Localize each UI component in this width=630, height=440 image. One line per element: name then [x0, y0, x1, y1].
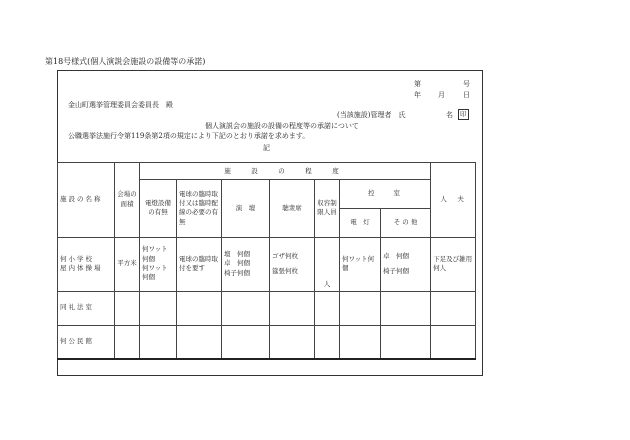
header-capacity: 収容制限人員 [315, 180, 340, 237]
number-label: 第 [414, 80, 421, 88]
header-facility-name: 施設の名称 [58, 163, 115, 238]
date-month: 月 [438, 91, 445, 99]
row-podium: 壇 何個 卓 何個 椅子何個 [222, 237, 270, 291]
row-audience: ゴザ何枚 筵張何枚 [270, 237, 315, 291]
manager-label: (当該施設)管理者 氏 [337, 111, 406, 119]
table-row [58, 237, 476, 291]
row-electric: 何ワット何個 何ワット何個 [140, 237, 177, 291]
body-text: 公職選挙法施行令第119条第2項の規定により下記のとおり承諾を求めます。 [68, 132, 310, 140]
number-suffix: 号 [463, 80, 470, 88]
header-podium: 演 壇 [222, 180, 270, 237]
table-row [58, 291, 476, 325]
addressee: 金山町選挙管理委員会委員長 殿 [68, 101, 173, 109]
row-capacity: 人 [315, 237, 340, 291]
header-electric-temp: 電球の臨時取付又は臨時配線の必要の有無 [177, 180, 222, 237]
note-mark: 記 [263, 144, 270, 152]
date-year: 年 [414, 91, 421, 99]
header-audience: 聴衆席 [270, 180, 315, 237]
date-day: 日 [463, 91, 470, 99]
row-light: 何ワット何個 [340, 237, 381, 291]
subject-line: 個人演説会の施設の設備の程度等の承諾について [205, 122, 359, 130]
row-staff: 下足及び雑用何人 [431, 237, 476, 291]
header-degree: 施 設 の 程 度 [140, 163, 431, 180]
seal-mark: 印 [460, 110, 467, 118]
manager-name-label: 名 [446, 111, 453, 119]
header-light: 電 灯 [340, 208, 381, 237]
row-temp: 電球の臨時取付を要す [177, 237, 222, 291]
header-hall-area: 会場の面積 [115, 163, 140, 238]
row-facility-name: 何小学校 屋内体操場 [58, 237, 115, 291]
row-facility-name: 何公民館 [58, 325, 115, 359]
header-staff: 人 夫 [431, 163, 476, 238]
header-waiting-room: 控 室 [340, 180, 431, 209]
row-other: 卓 何個 椅子何個 [381, 237, 431, 291]
table-row [58, 325, 476, 359]
row-facility-name: 同礼法室 [58, 291, 115, 325]
form-number: 第18号様式(個人演説会施設の設備等の承諾) [45, 57, 206, 66]
header-electric-equipment: 電燈設備の有無 [140, 180, 177, 237]
row-area: 平方米 [115, 237, 140, 291]
header-other: そ の 他 [381, 208, 431, 237]
facility-table [57, 162, 476, 360]
